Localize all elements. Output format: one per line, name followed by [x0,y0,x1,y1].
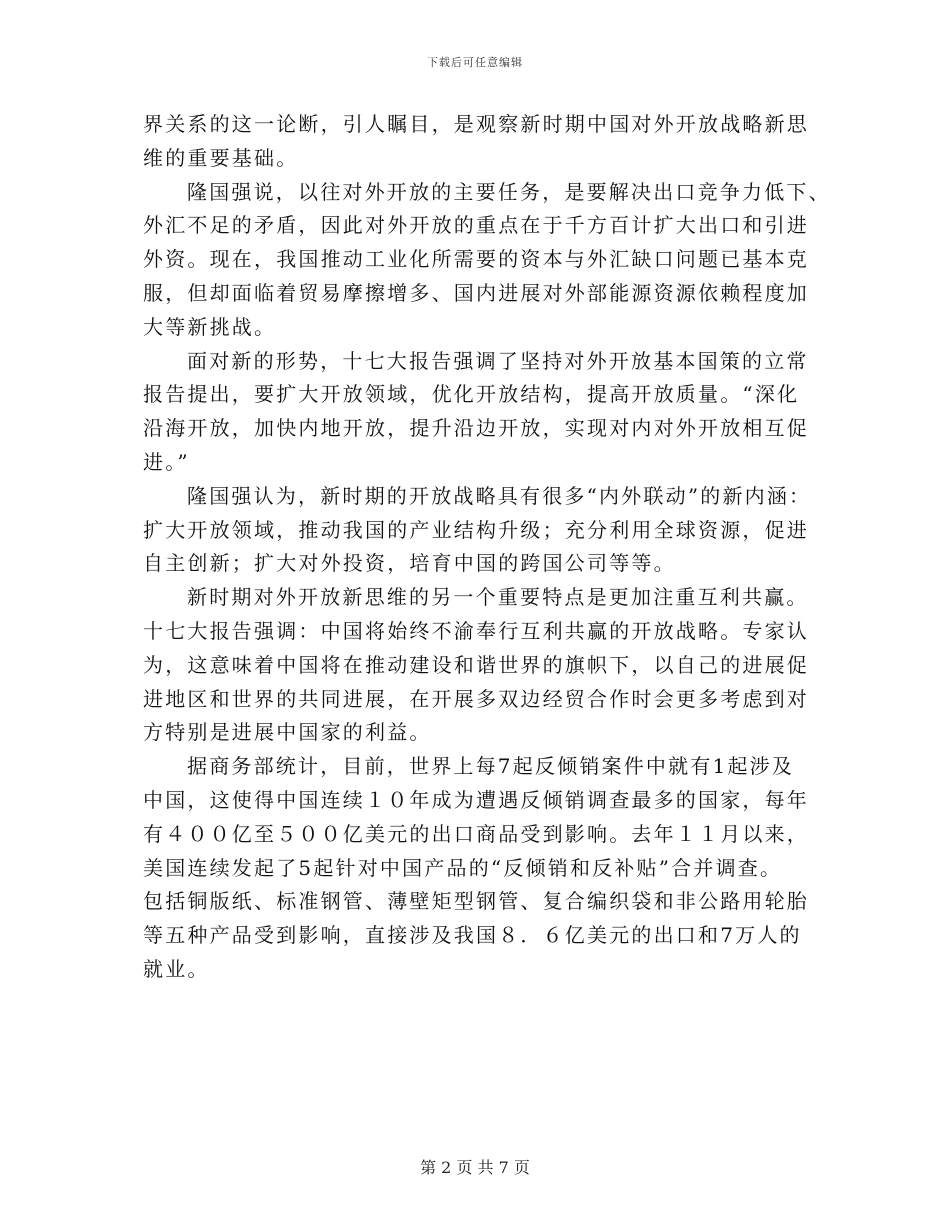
document-body [143,108,831,987]
text-line: 外汇不足的矛盾，因此对外开放的重点在于千方百计扩大出口和引进 [143,213,809,238]
text-line: 有４００亿至５００亿美元的出口商品受到影响。去年１１月以来， [143,821,809,846]
text-line: 服，但却面临着贸易摩擦增多、国内进展对外部能源资源依赖程度加 [143,280,809,305]
text-line: 为，这意味着中国将在推动建设和谐世界的旗帜下，以自己的进展促 [143,652,809,677]
paragraph-start: 隆国强认为，新时期的开放战略具有很多“内外联动”的新内涵： [187,483,812,508]
text-line: 进。” [143,449,190,474]
text-line: 报告提出，要扩大开放领域，优化开放结构，提高开放质量。“深化 [143,382,800,407]
text-line: 扩大开放领域，推动我国的产业结构升级；充分利用全球资源，促进 [143,517,809,542]
text-line: 就业。 [143,956,210,981]
text-line: 方特别是进展中国家的利益。 [143,720,432,745]
text-line: 自主创新；扩大对外投资，培育中国的跨国公司等等。 [143,551,676,576]
text-line: 界关系的这一论断，引人瞩目，是观察新时期中国对外开放战略新思 [143,112,809,136]
text-line: 维的重要基础。 [143,145,299,170]
text-line: 外资。现在，我国推动工业化所需要的资本与外汇缺口问题已基本克 [143,247,809,272]
paragraph-start: 面对新的形势，十七大报告强调了坚持对外开放基本国策的立常 [187,348,809,373]
text-line: 美国连续发起了5起针对中国产品的“反倾销和反补贴”合并调查。 [143,855,783,880]
paragraph-start: 新时期对外开放新思维的另一个重要特点是更加注重互利共赢。 [187,585,809,610]
text-line: 沿海开放，加快内地开放，提升沿边开放，实现对内对外开放相互促 [143,416,809,441]
text-line: 十七大报告强调：中国将始终不渝奉行互利共赢的开放战略。专家认 [143,618,809,643]
text-line: 中国，这使得中国连续１０年成为遭遇反倾销调查最多的国家，每年 [143,787,809,812]
page-number-footer: 第 2 页 共 7 页 [420,1158,530,1177]
paragraph-start: 据商务部统计，目前，世界上每7起反倾销案件中就有1起涉及 [187,754,795,779]
text-line: 进地区和世界的共同进展，在开展多双边经贸合作时会更多考虑到对 [143,686,809,711]
page-header-note: 下载后可任意编辑 [427,56,523,69]
text-line: 等五种产品受到影响，直接涉及我国８．６亿美元的出口和7万人的 [143,923,802,948]
text-line: 大等新挑战。 [143,314,277,339]
paragraph-start: 隆国强说，以往对外开放的主要任务，是要解决出口竞争力低下、 [187,179,831,204]
text-line: 包括铜版纸、标准钢管、薄壁矩型钢管、复合编织袋和非公路用轮胎 [143,889,809,914]
